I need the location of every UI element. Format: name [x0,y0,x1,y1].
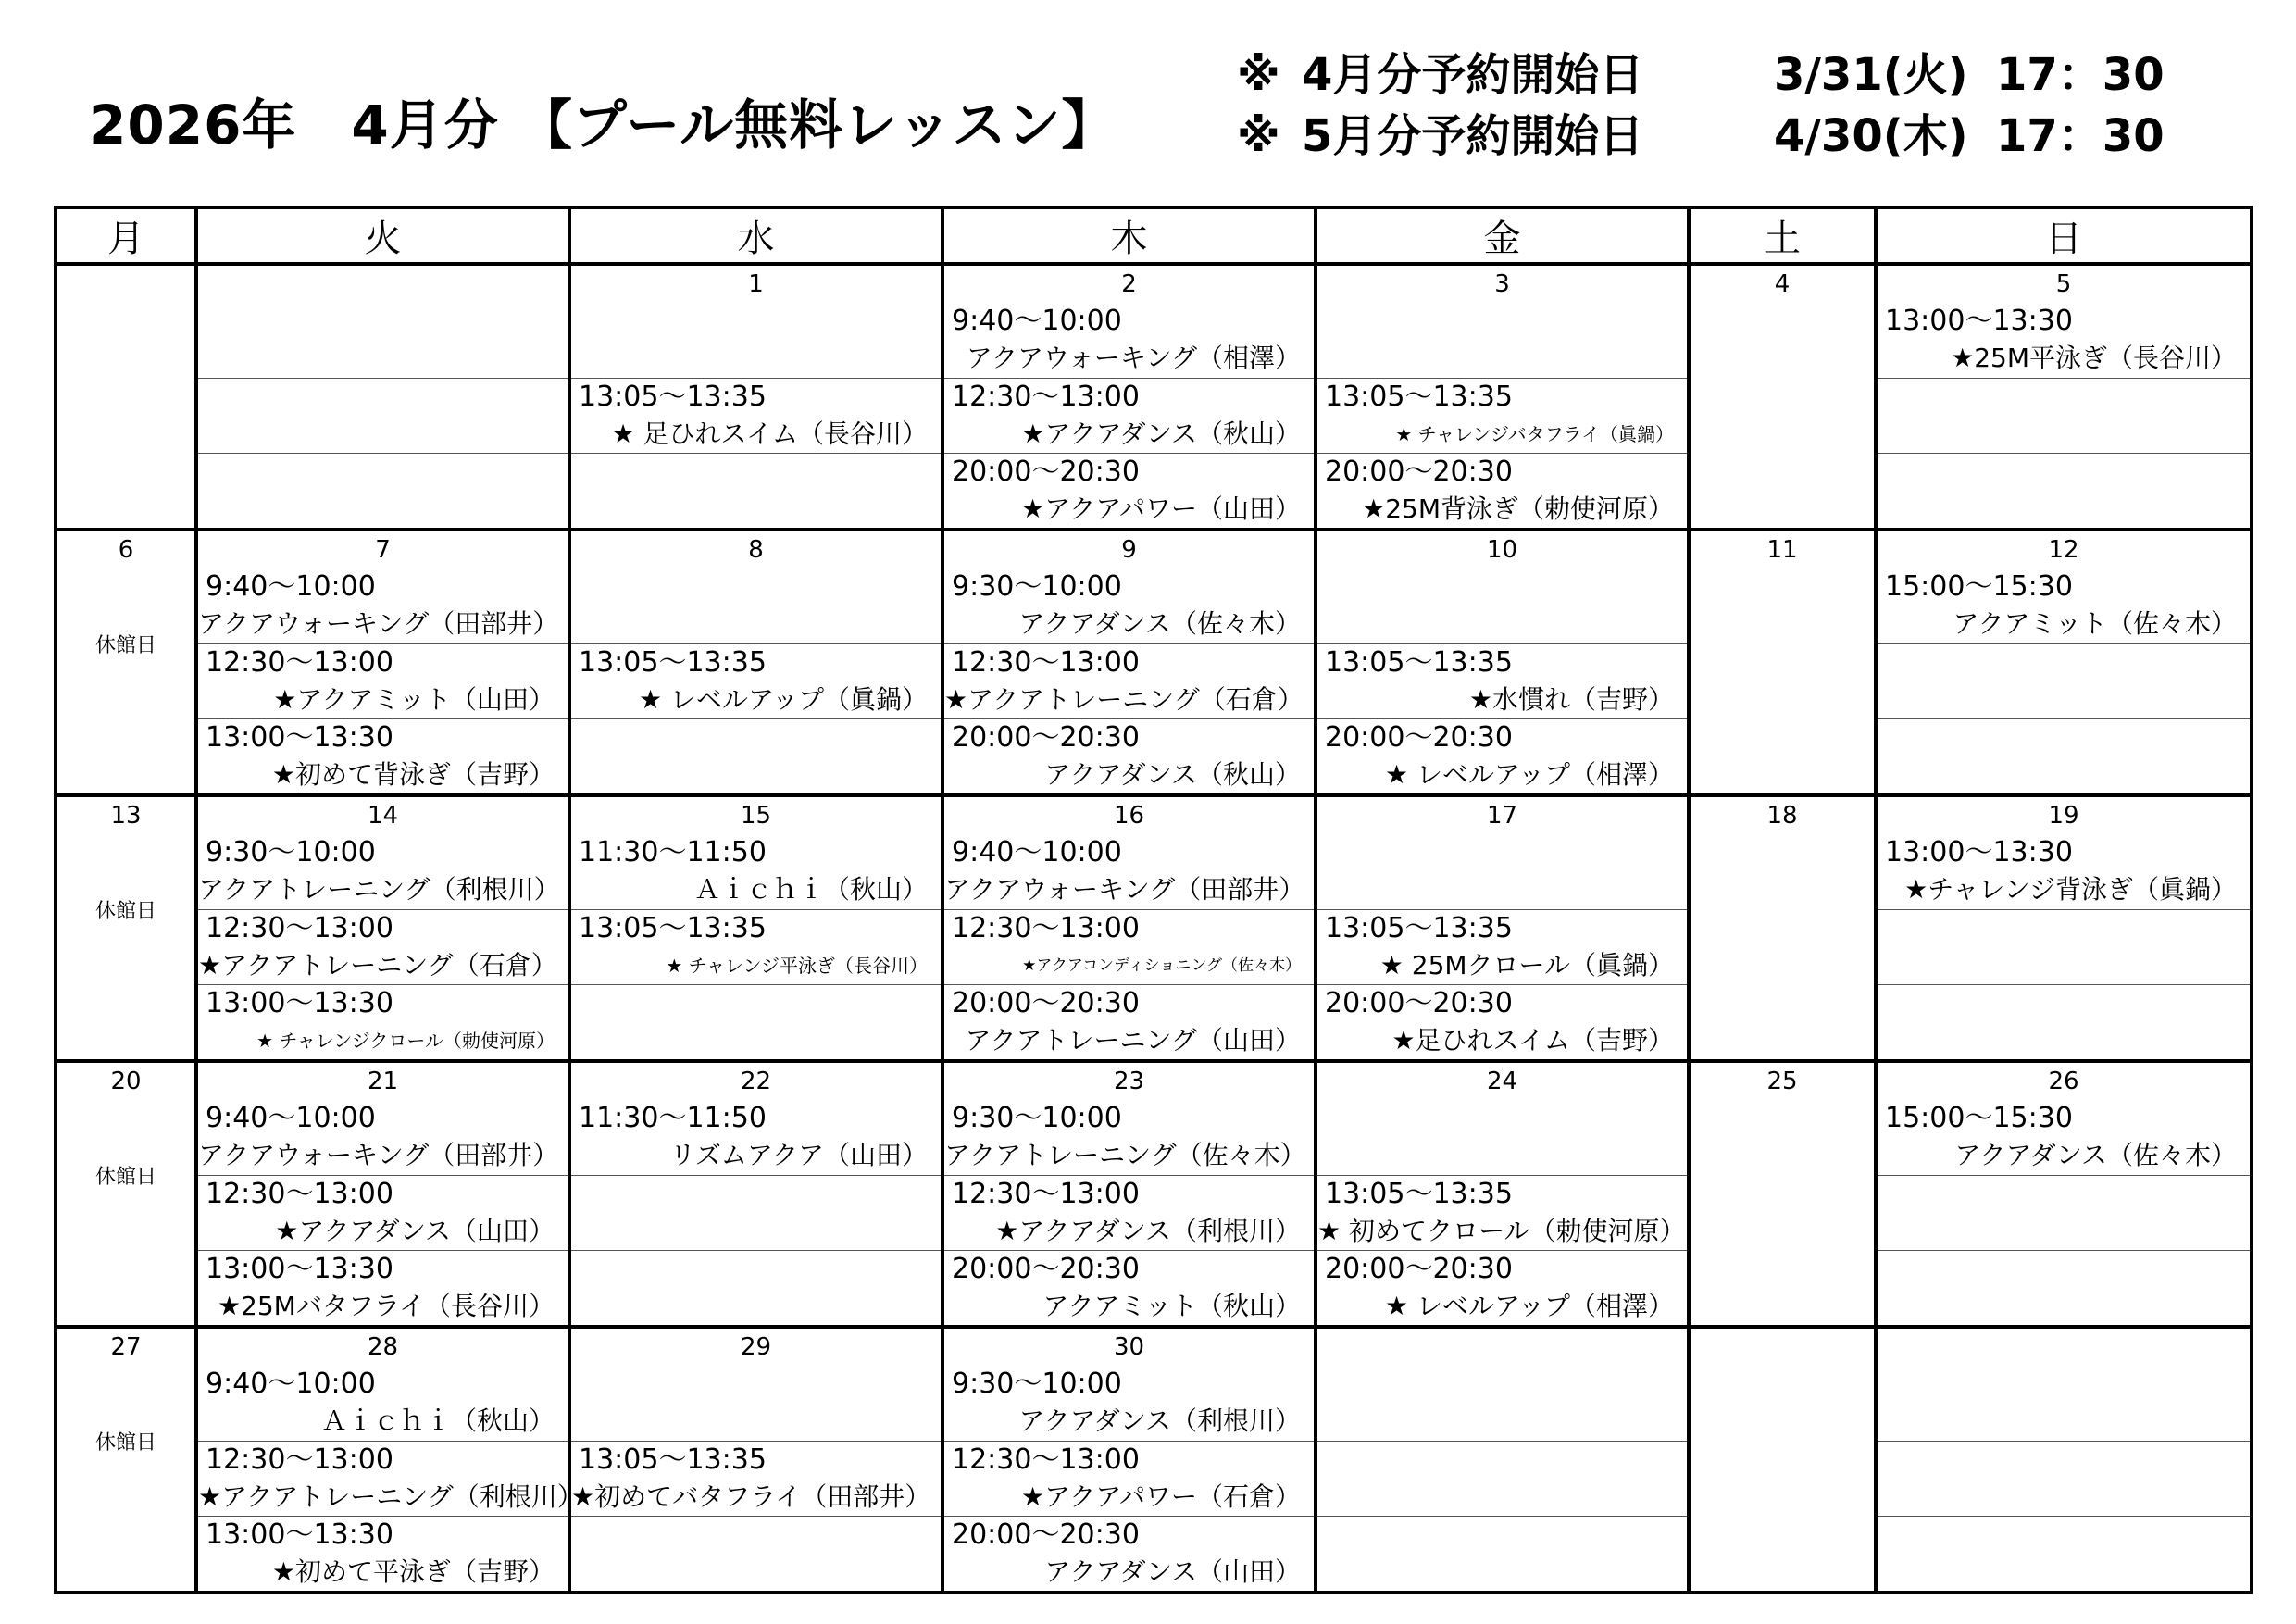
day-cell-tue [196,1061,569,1327]
lesson-slot [1878,531,2250,643]
day-number: 16 [1113,802,1145,830]
lesson-slot [571,1516,941,1591]
lesson-slot [944,378,1314,453]
lesson-name: ★アクアトレーニング（石倉） [944,684,1304,715]
day-number: 8 [748,536,764,564]
lesson-slot [1317,984,1687,1059]
lesson-slot [198,1441,583,1516]
day-cell-sun [1876,530,2252,795]
day-number: 11 [1766,536,1798,564]
weekday-header: 日 [1876,207,2252,264]
lesson-time: 9:30～10:00 [206,836,376,868]
lesson-name: アクアウォーキング（田部井） [944,874,1305,905]
lesson-time: 9:40～10:00 [206,1102,376,1134]
lesson-name: ★アクアパワー（山田） [1020,493,1301,524]
lesson-slot [198,1063,568,1175]
page-title: 2026年 4月分 【プール無料レッスン】 [89,94,1117,156]
calendar-body [56,264,2252,1593]
lesson-slot [944,1441,1314,1516]
lesson-time: 12:30～13:00 [952,1443,1140,1476]
lesson-time: 20:00～20:30 [1325,456,1513,488]
lesson-time: 13:05～13:35 [579,646,767,679]
lesson-slot [1878,797,2250,909]
lesson-slot [571,378,941,453]
lesson-slot [1878,1175,2250,1250]
weekday-header-row [56,207,2252,264]
note-text: 4月分予約開始日 [1302,49,1644,101]
lesson-time: 13:00～13:30 [1885,836,2073,868]
lesson-name: ★アクアミット（山田） [273,684,555,715]
lesson-time: 12:30～13:00 [206,646,393,679]
lesson-time: 13:00～13:30 [206,1253,393,1285]
lesson-time: 13:05～13:35 [1325,381,1513,413]
reservation-note-may [1237,100,2165,164]
lesson-name: ★アクアダンス（山田） [275,1216,555,1246]
weekday-header: 月 [56,207,196,264]
lesson-slot [571,531,941,643]
lesson-name: ★ 初めてクロール（勅使河原） [1317,1216,1686,1246]
day-cell-tue [196,264,569,530]
day-number: 10 [1486,536,1518,564]
lesson-slot [1317,1063,1687,1175]
lesson-time: 13:05～13:35 [1325,912,1513,944]
week-row [56,264,2252,530]
lesson-name: アクアトレーニング（山田） [965,1025,1301,1056]
day-number: 27 [110,1333,142,1361]
lesson-time: 20:00～20:30 [952,1253,1140,1285]
week-row [56,795,2252,1061]
day-number: 3 [1494,270,1510,298]
lesson-time: 20:00～20:30 [952,721,1140,754]
day-cell-fri [1316,530,1689,795]
day-cell-thu [942,530,1316,795]
lesson-slot [571,1250,941,1325]
lesson-slot [1317,1175,1687,1250]
lesson-slot [1317,909,1687,984]
lesson-name: Ａｉｃｈｉ（秋山） [320,1405,555,1436]
lesson-slot [198,718,568,793]
lesson-name: ★アクアダンス（秋山） [1021,418,1301,449]
day-number [1691,1329,1874,1366]
lesson-slot [944,909,1314,984]
lesson-slot [1878,1441,2250,1516]
lesson-name: ★初めて背泳ぎ（吉野） [271,759,555,790]
closed-label: 休館日 [94,1166,156,1189]
day-cell-fri [1316,1061,1689,1327]
lesson-name: ★25Mバタフライ（長谷川） [217,1291,555,1321]
day-number: 4 [1774,270,1791,298]
lesson-slot [198,453,568,528]
lesson-name: ★チャレンジ背泳ぎ（眞鍋） [1904,874,2237,905]
lesson-name: ★25M平泳ぎ（長谷川） [1951,343,2237,373]
day-cell-mon [56,1327,196,1593]
lesson-time: 13:05～13:35 [1325,1178,1513,1210]
lesson-name: ★ 足ひれスイム（長谷川） [611,418,928,449]
lesson-slot [571,643,941,718]
day-number: 29 [740,1333,772,1361]
day-number: 26 [2048,1068,2079,1095]
day-cell-thu [942,1327,1316,1593]
lesson-slot [1878,1329,2250,1441]
day-cell-mon [56,1061,196,1327]
day-number: 23 [1113,1068,1145,1095]
day-cell-wed [569,1327,942,1593]
lesson-slot [571,718,941,793]
lesson-name: アクアトレーニング（利根川） [198,874,560,905]
lesson-slot [944,266,1314,378]
lesson-slot [198,378,568,453]
lesson-time: 13:00～13:30 [206,1518,393,1551]
day-number [198,266,568,303]
day-cell-thu [942,1061,1316,1327]
lesson-time: 13:00～13:30 [206,721,393,754]
lesson-slot [571,797,941,909]
lesson-slot [944,718,1314,793]
day-number: 2 [1121,270,1137,298]
lesson-time: 12:30～13:00 [206,912,393,944]
lesson-name: アクアダンス（秋山） [1044,759,1301,790]
lesson-slot [198,266,568,378]
lesson-slot [571,266,941,378]
day-number: 12 [2048,536,2079,564]
lesson-time: 13:00～13:30 [1885,305,2073,337]
day-cell-fri [1316,1327,1689,1593]
note-mark: ※ [1237,49,1280,101]
lesson-name: ★アクアトレーニング（石倉） [198,950,557,981]
day-number: 25 [1766,1068,1798,1095]
day-cell-thu [942,264,1316,530]
day-cell-mon [56,530,196,795]
day-number: 18 [1766,802,1798,830]
lesson-time: 13:05～13:35 [1325,646,1513,679]
lesson-slot [198,1516,568,1591]
lesson-slot [1878,1063,2250,1175]
lesson-time: 12:30～13:00 [952,1178,1140,1210]
day-cell-mon [56,795,196,1061]
day-number: 9 [1121,536,1137,564]
lesson-slot [571,1441,941,1516]
note-text: 5月分予約開始日 [1302,110,1644,162]
lesson-name: ★25M背泳ぎ（勅使河原） [1362,493,1674,524]
day-number: 17 [1486,802,1518,830]
lesson-slot [571,984,941,1059]
lesson-time: 20:00～20:30 [1325,987,1513,1019]
day-cell-wed [569,795,942,1061]
lesson-slot [198,1250,568,1325]
lesson-time: 13:00～13:30 [206,987,393,1019]
lesson-time: 12:30～13:00 [952,381,1140,413]
lesson-name: ★ レベルアップ（相澤） [1384,1291,1674,1321]
lesson-slot [944,1250,1314,1325]
lesson-time: 9:40～10:00 [952,305,1122,337]
day-number: 5 [2055,270,2072,298]
lesson-slot [198,984,568,1059]
lesson-time: 13:05～13:35 [579,381,767,413]
lesson-name: アクアミット（秋山） [1042,1291,1301,1321]
lesson-slot [944,1063,1314,1175]
lesson-slot [1317,797,1687,909]
lesson-slot [1317,718,1687,793]
lesson-slot [198,797,568,909]
day-cell-tue [196,530,569,795]
day-cell-sat [1689,264,1876,530]
day-cell-sun [1876,1327,2252,1593]
lesson-name: ★アクアトレーニング（利根川） [198,1481,583,1512]
day-number: 28 [367,1333,399,1361]
day-number: 24 [1486,1068,1518,1095]
lesson-name: ★ チャレンジクロール（勅使河原） [256,1030,555,1052]
lesson-slot [198,643,568,718]
lesson-name: ★水慣れ（吉野） [1468,684,1674,715]
lesson-slot [1878,1516,2250,1591]
lesson-name: アクアウォーキング（相澤） [966,343,1301,373]
lesson-name: ★ チャレンジバタフライ（眞鍋） [1395,423,1674,445]
day-number: 1 [748,270,764,298]
lesson-time: 20:00～20:30 [952,987,1140,1019]
weekday-header: 土 [1689,207,1876,264]
lesson-name: ★アクアコンディショニング（佐々木） [1022,956,1301,975]
lesson-time: 20:00～20:30 [952,456,1140,488]
day-cell-sat [1689,1327,1876,1593]
day-number: 7 [375,536,391,564]
lesson-name: アクアトレーニング（佐々木） [944,1140,1306,1170]
weekday-header: 水 [569,207,942,264]
lesson-slot [198,1175,568,1250]
closed-label: 休館日 [94,1431,156,1455]
lesson-time: 12:30～13:00 [206,1443,393,1476]
day-number: 22 [740,1068,772,1095]
lesson-time: 11:30～11:50 [579,1102,767,1134]
day-cell-sat [1689,530,1876,795]
week-row [56,1061,2252,1327]
day-number [57,266,194,303]
day-cell-sat [1689,795,1876,1061]
lesson-slot [571,453,941,528]
day-number: 20 [110,1068,142,1095]
lesson-slot [1317,378,1687,453]
lesson-name: ★初めてバタフライ（田部井） [571,1481,931,1512]
lesson-time: 12:30～13:00 [952,912,1140,944]
lesson-time: 15:00～15:30 [1885,1102,2073,1134]
day-number: 30 [1113,1333,1145,1361]
day-cell-tue [196,795,569,1061]
lesson-time: 12:30～13:00 [952,646,1140,679]
lesson-name: アクアウォーキング（田部井） [198,1140,559,1170]
note-time: 17：30 [1996,110,2165,162]
lesson-slot [1878,984,2250,1059]
lesson-slot [198,1329,568,1441]
lesson-name: ★初めて平泳ぎ（吉野） [271,1556,555,1587]
day-number: 13 [110,802,142,830]
lesson-calendar [54,206,2253,1594]
day-number: 14 [367,802,399,830]
lesson-slot [1878,453,2250,528]
lesson-slot [1317,266,1687,378]
lesson-name: アクアダンス（利根川） [1018,1405,1301,1436]
lesson-slot [1317,531,1687,643]
weekday-header: 木 [942,207,1316,264]
lesson-slot [198,909,568,984]
lesson-slot [1317,1516,1687,1591]
reservation-note-april [1237,39,2165,103]
lesson-slot [944,984,1314,1059]
day-cell-sun [1876,795,2252,1061]
lesson-time: 9:40～10:00 [206,570,376,603]
lesson-time: 15:00～15:30 [1885,570,2073,603]
lesson-time: 20:00～20:30 [1325,721,1513,754]
lesson-slot [198,531,568,643]
lesson-name: ★ レベルアップ（眞鍋） [638,684,928,715]
note-mark: ※ [1237,110,1280,162]
lesson-name: ★ 25Mクロール（眞鍋） [1379,950,1674,981]
lesson-time: 9:30～10:00 [952,1102,1122,1134]
note-date: 3/31(火) [1774,49,1968,101]
lesson-slot [944,531,1314,643]
lesson-slot [1317,453,1687,528]
note-date: 4/30(木) [1774,110,1968,162]
lesson-slot [1878,378,2250,453]
day-number: 15 [740,802,772,830]
lesson-time: 9:30～10:00 [952,570,1122,603]
lesson-name: ★ レベルアップ（相澤） [1384,759,1674,790]
day-cell-mon [56,264,196,530]
day-number: 19 [2048,802,2079,830]
weekday-header: 金 [1316,207,1689,264]
day-cell-thu [942,795,1316,1061]
day-cell-sun [1876,264,2252,530]
lesson-time: 20:00～20:30 [1325,1253,1513,1285]
lesson-name: Ａｉｃｈｉ（秋山） [693,874,928,905]
lesson-name: アクアダンス（佐々木） [1018,608,1301,639]
lesson-time: 9:40～10:00 [952,836,1122,868]
lesson-name: アクアダンス（佐々木） [1954,1140,2237,1170]
day-number: 6 [118,536,134,564]
lesson-time: 12:30～13:00 [206,1178,393,1210]
lesson-time: 11:30～11:50 [579,836,767,868]
closed-label: 休館日 [94,900,156,923]
day-cell-sat [1689,1061,1876,1327]
lesson-slot [1878,266,2250,378]
lesson-name: アクアダンス（山田） [1044,1556,1301,1587]
week-row [56,1327,2252,1593]
lesson-name: アクアミット（佐々木） [1953,608,2237,639]
lesson-slot [571,909,941,984]
lesson-time: 20:00～20:30 [952,1518,1140,1551]
lesson-name: ★ チャレンジ平泳ぎ（長谷川） [666,955,928,977]
day-number [1317,1329,1687,1366]
lesson-slot [1317,1441,1687,1516]
day-number [1878,1329,2250,1366]
day-cell-wed [569,264,942,530]
day-cell-fri [1316,795,1689,1061]
lesson-slot [944,1329,1314,1441]
lesson-slot [1317,1329,1687,1441]
lesson-name: リズムアクア（山田） [669,1140,928,1170]
lesson-name: ★足ひれスイム（吉野） [1391,1025,1674,1056]
lesson-slot [1878,643,2250,718]
lesson-slot [944,453,1314,528]
day-cell-wed [569,530,942,795]
lesson-slot [1878,718,2250,793]
day-cell-sun [1876,1061,2252,1327]
lesson-slot [1317,643,1687,718]
lesson-slot [1878,909,2250,984]
lesson-slot [1317,1250,1687,1325]
day-cell-wed [569,1061,942,1327]
lesson-name: ★アクアダンス（利根川） [995,1216,1301,1246]
lesson-time: 13:05～13:35 [579,912,767,944]
day-number: 21 [367,1068,399,1095]
lesson-name: アクアウォーキング（田部井） [198,608,559,639]
weekday-header: 火 [196,207,569,264]
lesson-slot [944,797,1314,909]
lesson-slot [944,1175,1314,1250]
lesson-slot [571,1175,941,1250]
lesson-slot [571,1063,941,1175]
week-row [56,530,2252,795]
lesson-name: ★アクアパワー（石倉） [1020,1481,1301,1512]
lesson-time: 13:05～13:35 [579,1443,767,1476]
day-cell-tue [196,1327,583,1593]
day-cell-fri [1316,264,1689,530]
lesson-time: 9:30～10:00 [952,1368,1122,1400]
closed-label: 休館日 [94,634,156,657]
lesson-slot [944,1516,1314,1591]
lesson-slot [1878,1250,2250,1325]
note-time: 17：30 [1996,49,2165,101]
lesson-slot [571,1329,941,1441]
lesson-time: 9:40～10:00 [206,1368,376,1400]
lesson-slot [944,643,1314,718]
